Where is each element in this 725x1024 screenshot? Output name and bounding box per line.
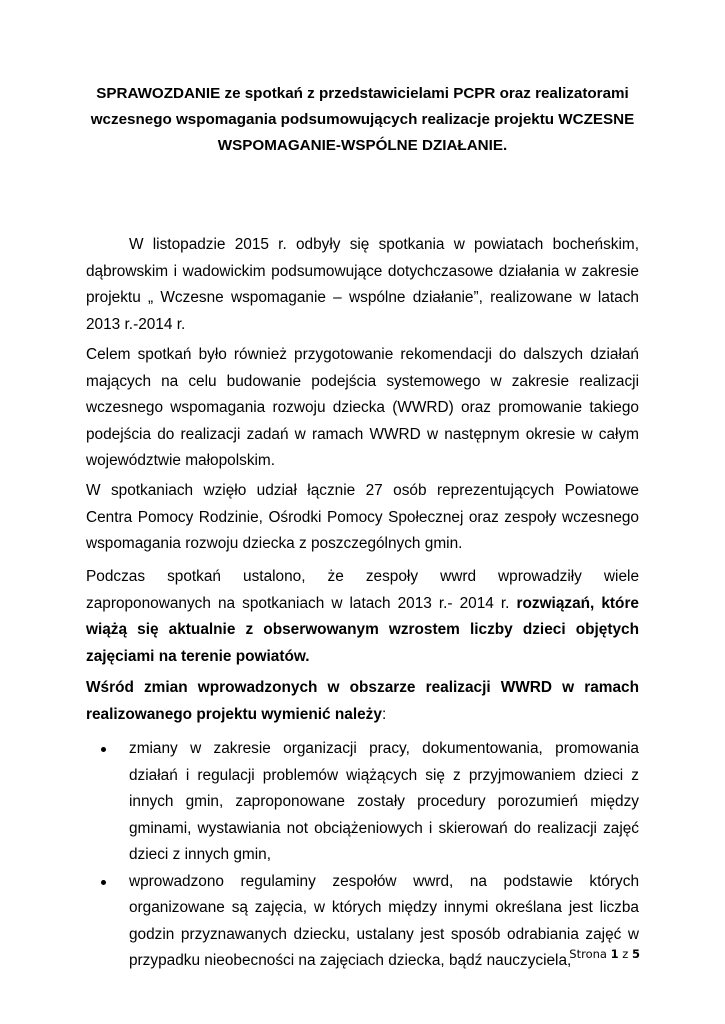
paragraph-3-text: W spotkaniach wzięło udział łącznie 27 osób reprezentujących Powiatowe Centra Pomocy Rodzinie, Ośrodki Pomocy Społecznej oraz zespoły wczesnego wspomagania rozwoju dziecka z poszczególnych gmin.: [86, 482, 639, 552]
page-number: [540, 947, 640, 961]
title-line-1: SPRAWOZDANIE ze spotkań z przedstawicielami PCPR oraz realizatorami: [96, 85, 629, 102]
page-number-label: Strona: [569, 947, 607, 961]
page-number-total: 5: [631, 947, 640, 961]
page-number-current: 1: [610, 947, 619, 961]
paragraph-5-bold: Wśród zmian wprowadzonych w obszarze realizacji WWRD w ramach realizowanego projektu wymienić należy: [86, 679, 639, 723]
list-item: [86, 736, 639, 869]
paragraph-4-bold: rozwiązań, które wiążą się aktualnie z obserwowanym wzrostem liczby dzieci objętych zajęciami na terenie powiatów.: [86, 594, 639, 665]
bullet-icon: [101, 747, 106, 752]
title-line-2: wczesnego wspomagania podsumowujących realizacje projektu WCZESNE: [90, 111, 635, 128]
title-line-3: WSPOMAGANIE-WSPÓLNE DZIAŁANIE.: [217, 137, 508, 154]
document-title: [90, 81, 635, 159]
paragraph-3: [86, 478, 639, 558]
paragraph-1-text: W listopadzie 2015 r. odbyły się spotkania w powiatach bocheńskim, dąbrowskim i wadowickim podsumowujące dotychczasowe działania w zakresie projektu „ Wczesne wspomaganie – wspólne działanie”, realizowane w latach 2013 r.-2014 r.: [86, 236, 639, 333]
bullet-icon: [101, 880, 106, 885]
paragraph-5-text: [86, 675, 639, 728]
paragraph-4: [86, 564, 639, 670]
paragraph-5-tail: :: [381, 705, 387, 723]
paragraph-4-text: [86, 564, 639, 670]
paragraph-4-normal: Podczas spotkań ustalono, że zespoły wwrd wprowadziły wiele zaproponowanych na spotkaniach w latach 2013 r.- 2014 r.: [86, 568, 639, 612]
list-item-text: wprowadzono regulaminy zespołów wwrd, na podstawie których organizowane są zajęcia, w których między innymi określana jest liczba godzin przyznawanych dziecku, ustalany jest sposób odrabiania zajęć w przypadku nieobecności na zajęciach dziecka, bądź nauczyciela,: [129, 872, 639, 969]
page-number-separator: z: [622, 947, 629, 961]
paragraph-1: [86, 232, 639, 338]
paragraph-5: [86, 675, 639, 728]
paragraph-2-text: Celem spotkań było również przygotowanie rekomendacji do dalszych działań mających na celu budowanie podejścia systemowego w zakresie realizacji wczesnego wspomagania rozwoju dziecka (WWRD) oraz promowanie takiego podejścia do realizacji zadań w ramach WWRD w następnym okresie w całym województwie małopolskim.: [86, 346, 639, 469]
bullet-list: [86, 736, 639, 975]
paragraph-2: [86, 342, 639, 475]
list-item-text: zmiany w zakresie organizacji pracy, dokumentowania, promowania działań i regulacji problemów wiążących się z przyjmowaniem dzieci z innych gmin, zaproponowane zostały procedury porozumień między gminami, wystawiania not obciążeniowych i skierowań do realizacji zajęć dzieci z innych gmin,: [129, 740, 639, 863]
